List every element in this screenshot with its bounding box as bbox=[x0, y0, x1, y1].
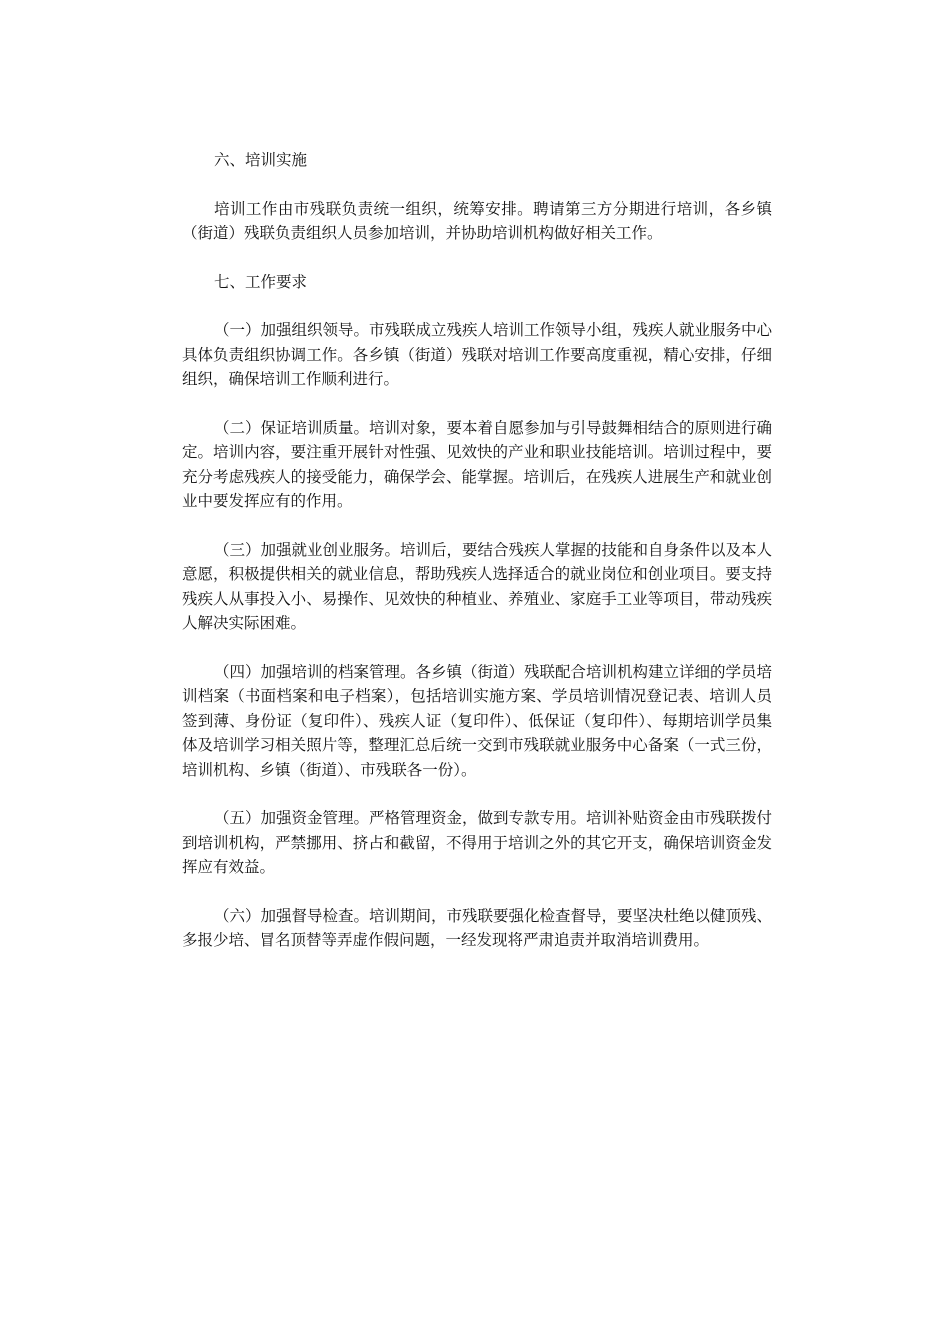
section-6-heading: 六、培训实施 bbox=[214, 151, 308, 169]
requirement-item-6: （六）加强督导检查。培训期间，市残联要强化检查督导，要坚决杜绝以健顶残、多报少培、冒名顶替等弄虚作假问题，一经发现将严肃追责并取消培训费用。 bbox=[182, 906, 773, 949]
section-7-heading: 七、工作要求 bbox=[214, 272, 308, 291]
requirement-item-2: （二）保证培训质量。培训对象，要本着自愿参加与引导鼓舞相结合的原则进行确定。培训内容，要注重开展针对性强、见效快的产业和职业技能培训。培训过程中，要充分考虑残疾人的接受能力，确保学会、能掌握。培训后，在残疾人进展生产和就业创业中要发挥应有的作用。 bbox=[182, 418, 773, 510]
requirement-item-5: （五）加强资金管理。严格管理资金，做到专款专用。培训补贴资金由市残联拨付到培训机构，严禁挪用、挤占和截留，不得用于培训之外的其它开支，确保培训资金发挥应有效益。 bbox=[182, 809, 773, 876]
requirement-item-3: （三）加强就业创业服务。培训后，要结合残疾人掌握的技能和自身条件以及本人意愿，积极提供相关的就业信息，帮助残疾人选择适合的就业岗位和创业项目。要支持残疾人从事投入小、易操作、见效快的种植业、养殖业、家庭手工业等项目，带动残疾人解决实际困难。 bbox=[182, 540, 773, 632]
document-body bbox=[182, 148, 772, 977]
requirement-item-1: （一）加强组织领导。市残联成立残疾人培训工作领导小组，残疾人就业服务中心具体负责组织协调工作。各乡镇（街道）残联对培训工作要高度重视，精心安排，仔细组织，确保培训工作顺利进行。 bbox=[182, 321, 773, 388]
section-6-paragraph: 培训工作由市残联负责统一组织，统筹安排。聘请第三方分期进行培训，各乡镇（街道）残联负责组织人员参加培训，并协助培训机构做好相关工作。 bbox=[182, 199, 772, 242]
requirement-item-4: （四）加强培训的档案管理。各乡镇（街道）残联配合培训机构建立详细的学员培训档案（书面档案和电子档案），包括培训实施方案、学员培训情况登记表、培训人员签到薄、身份证（复印件）、残疾人证（复印件）、低保证（复印件）、每期培训学员集体及培训学习相关照片等，整理汇总后统一交到市残联就业服务中心备案（一式三份，培训机构、乡镇（街道）、市残联各一份）。 bbox=[182, 662, 773, 779]
